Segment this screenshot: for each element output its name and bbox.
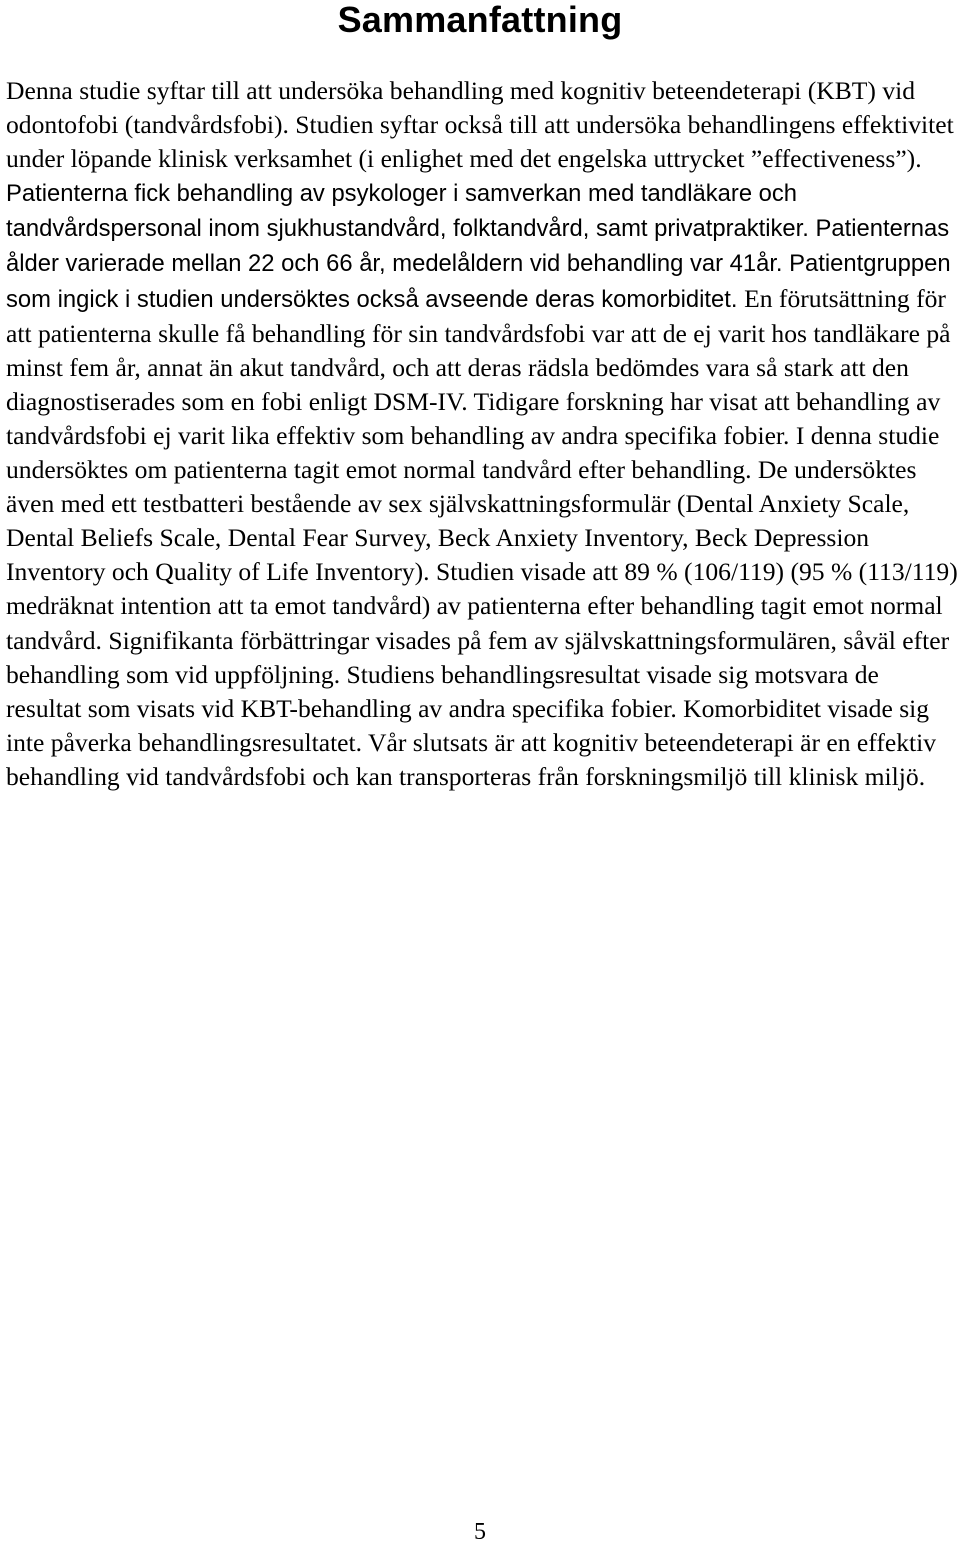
paragraph-run-3: En förutsättning för att patienterna skulle få behandling för sin tandvårdsfobi var att de ej varit hos tandläkare på minst fem år, annat än akut tandvård, och att deras rädsla bedömdes vara så stark att den diagnostiserades som en fobi enligt DSM-IV. Tidigare forskning har visat att behandling av tandvårdsfobi ej varit lika effektiv som behandling av andra specifika fobier. I denna studie undersöktes om patienterna tagit emot normal tandvård efter behandling. De undersöktes även med ett testbatteri bestående av sex självskattningsformulär (Dental Anxiety Scale, Dental Beliefs Scale, Dental Fear Survey, Beck Anxiety Inventory, Beck Depression Inventory och Quality of Life Inventory). Studien visade att 89 % (106/119) (95 % (113/119) medräknat intention att ta emot tandvård) av patienterna efter behandling tagit emot normal tandvård. Signifikanta förbättringar visades på fem av självskattningsformulären, såväl efter behandling som vid uppföljning. Studiens behandlingsresultat visade sig motsvara de resultat som visats vid KBT-behandling av andra specifika fobier. Komorbiditet visade sig inte påverka behandlingsresultatet. Vår slutsats är att kognitiv beteendeterapi är en effektiv behandling vid tandvårdsfobi och kan transporteras från forskningsmiljö till klinisk miljö. (6, 283, 958, 791)
paragraph-run-2: Patienterna fick behandling av psykologer i samverkan med tandläkare och tandvårdspersonal inom sjukhustandvård, folktandvård, samt privatpraktiker. Patienternas ålder varierade mellan 22 och 66 år, medelåldern vid behandling var 41år. Patientgruppen som ingick i studien undersöktes också avseende deras komorbiditet. (6, 180, 951, 313)
page-number: 5 (474, 1519, 486, 1545)
paragraph-run-1: Denna studie syftar till att undersöka behandling med kognitiv beteendeterapi (KBT) vid odontofobi (tandvårdsfobi). Studien syftar också till att undersöka behandlingens effektivitet under löpande klinisk verksamhet (i enlighet med det engelska uttrycket ”effectiveness”). (6, 76, 954, 174)
page-title: Sammanfattning (337, 0, 623, 40)
summary-paragraph (6, 74, 958, 794)
